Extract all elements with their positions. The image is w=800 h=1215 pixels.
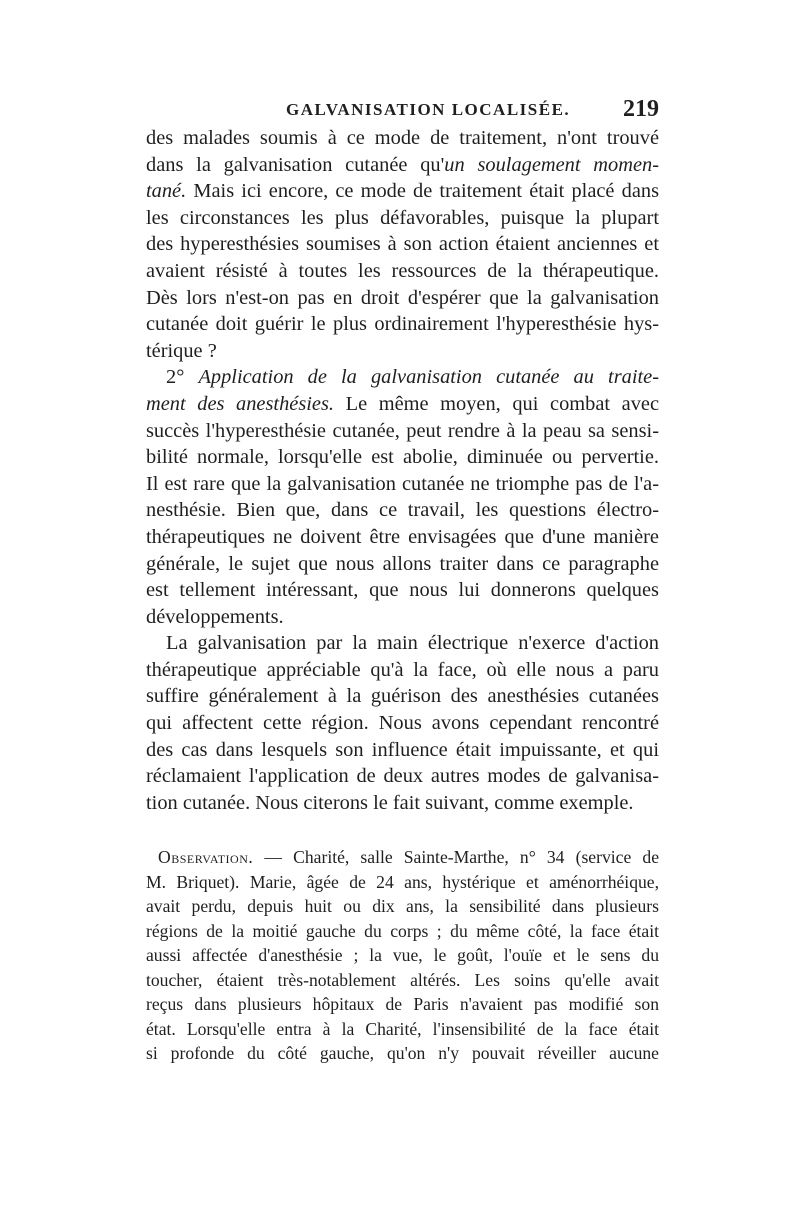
paragraph-2 — [146, 364, 659, 630]
text-line: Observation. — Charité, salle Sainte-Marthe, n° 34 (service de — [158, 847, 659, 867]
text-line: des cas dans lesquels son influence était impuissante, et qui — [146, 738, 659, 761]
text-line: thérapeutique appréciable qu'à la face, où elle nous a paru — [146, 658, 659, 681]
text-line: aussi affectée d'anesthésie ; la vue, le goût, l'ouïe et le sens du — [146, 945, 659, 965]
text-line: dans la galvanisation cutanée qu'un soulagement momen- — [146, 153, 659, 176]
body-text — [146, 125, 659, 816]
text-line: La galvanisation par la main électrique n'exerce d'action — [166, 632, 659, 655]
text-line: 2° Application de la galvanisation cutanée au traite- — [166, 366, 660, 389]
text-line: des hyperesthésies soumises à son action étaient anciennes et — [146, 233, 659, 256]
text-line: térique ? — [146, 339, 217, 362]
text-line: est tellement intéressant, que nous lui donnerons quelques — [146, 579, 659, 602]
text-line: si profonde du côté gauche, qu'on n'y pouvait réveiller aucune — [146, 1043, 659, 1063]
text-line: toucher, étaient très-notablement altérés. Les soins qu'elle avait — [146, 969, 659, 990]
text-line: Dès lors n'est-on pas en droit d'espérer que la galvanisation — [146, 286, 659, 309]
paragraph-3 — [146, 630, 659, 816]
paragraph-1 — [146, 125, 659, 364]
text-line: reçus dans plusieurs hôpitaux de Paris n'avaient pas modifié son — [146, 994, 659, 1014]
text-line: qui affectent cette région. Nous avons cependant rencontré — [146, 712, 659, 735]
page-header — [146, 96, 659, 126]
text-line: développements. — [146, 605, 284, 628]
text-line: régions de la moitié gauche du corps ; du même côté, la face était — [146, 920, 659, 941]
text-line: état. Lorsqu'elle entra à la Charité, l'insensibilité de la face était — [146, 1018, 659, 1039]
text-line: avaient résisté à toutes les ressources de la thérapeutique. — [146, 259, 659, 282]
text-line: cutanée doit guérir le plus ordinairement l'hyperesthésie hys- — [146, 313, 659, 336]
text-line: succès l'hyperesthésie cutanée, peut rendre à la peau sa sensi- — [146, 419, 659, 442]
text-line: les circonstances les plus défavorables, puisque la plupart — [146, 206, 659, 229]
text-line: suffire généralement à la guérison des anesthésies cutanées — [146, 685, 659, 708]
observation-note — [146, 845, 659, 1066]
text-line: bilité normale, lorsqu'elle est abolie, diminuée ou pervertie. — [146, 446, 659, 469]
text-line: M. Briquet). Marie, âgée de 24 ans, hystérique et aménorrhéique, — [146, 871, 659, 892]
text-line: Il est rare que la galvanisation cutanée ne triomphe pas de l'a- — [146, 472, 659, 495]
text-line: des malades soumis à ce mode de traitement, n'ont trouvé — [146, 127, 659, 149]
text-line: ment des anesthésies. Le même moyen, qui combat avec — [146, 392, 660, 415]
text-line: nesthésie. Bien que, dans ce travail, les questions électro- — [146, 499, 659, 522]
text-line: générale, le sujet que nous allons traiter dans ce paragraphe — [146, 552, 659, 575]
observation-label: Observation. — [158, 847, 254, 867]
text-line: avait perdu, depuis huit ou dix ans, la sensibilité dans plusieurs — [146, 896, 659, 916]
text-line: thérapeutiques ne doivent être envisagées que d'une manière — [146, 525, 659, 548]
text-line: tion cutanée. Nous citerons le fait suivant, comme exemple. — [146, 791, 634, 814]
running-title: GALVANISATION LOCALISÉE. — [286, 100, 571, 119]
page-number: 219 — [623, 96, 659, 122]
text-line: tané. Mais ici encore, ce mode de traitement était placé dans — [146, 180, 659, 203]
text-line: réclamaient l'application de deux autres modes de galvanisa- — [146, 765, 659, 788]
